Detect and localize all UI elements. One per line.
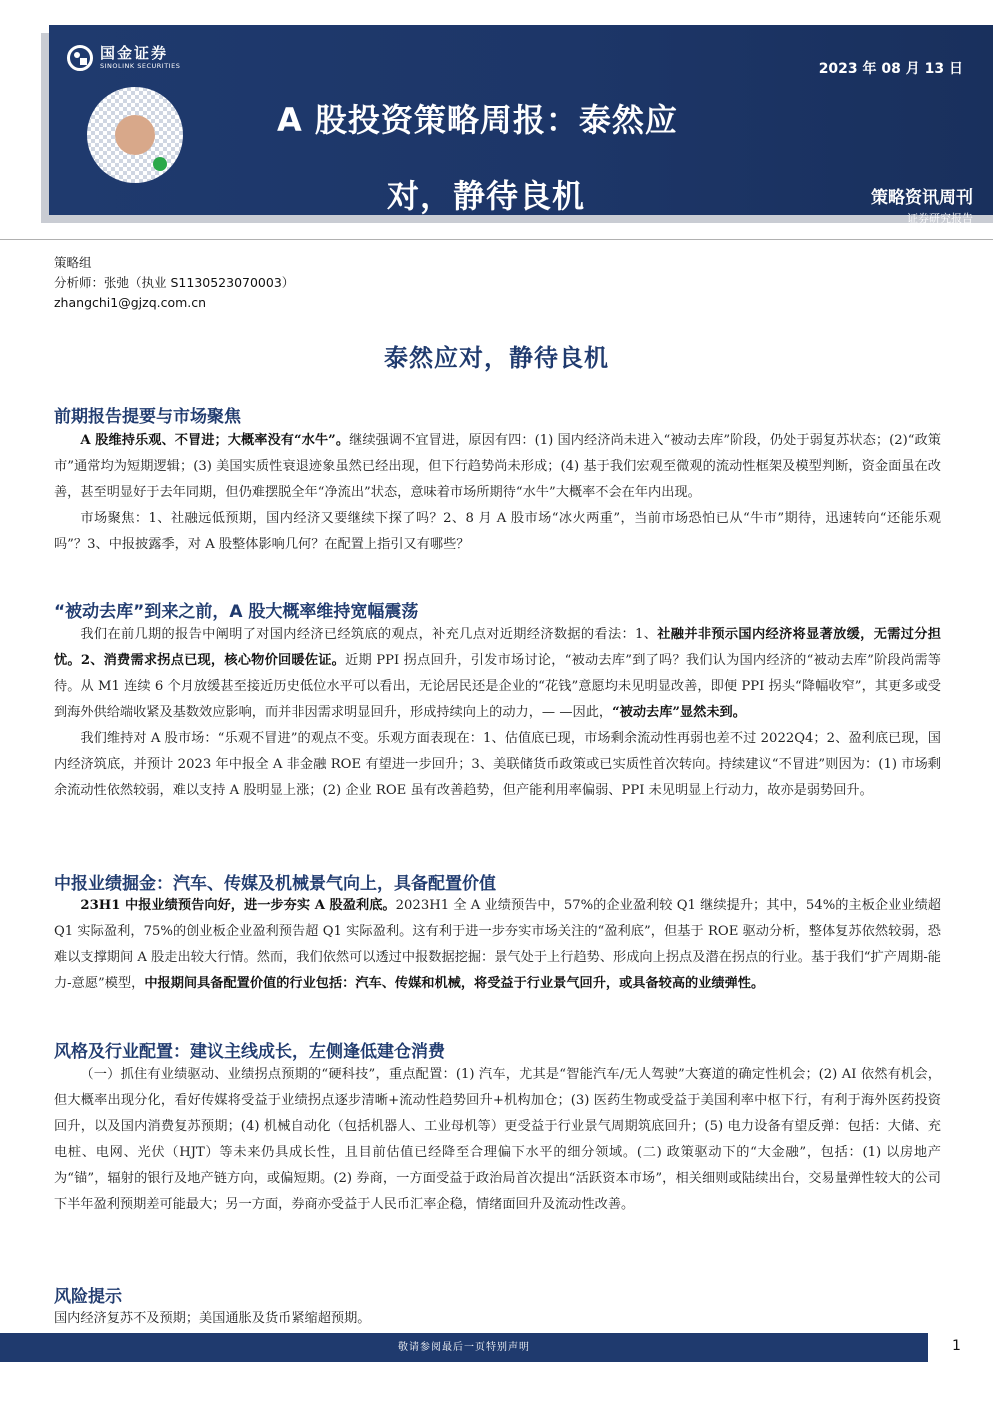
summary-text: 继续强调不宜冒进，原因有四：(1) 国内经济尚未进入“被动去库”阶段，仍处于弱复苏状态；(2)“政策市”通常均为短期逻辑；(3) 美国实质性衰退迹象虽然已经出现，但下行趋势尚未形成；(4) 基于我们宏观至微观的流动性框架及模型判断，资金面虽在改善，甚至明显好于去年同期，但仍难摆脱全年“净流出”状态，意味着市场所期待“水牛”大概率不会在年内出现。 [54,433,941,500]
header-banner [49,25,993,225]
inventory-key-point: 社融并非预示国内经济将显著放缓，无需过分担忧。2、消费需求拐点已现，核心物价回暖佐证。 [54,627,941,668]
logo-icon [67,45,93,71]
earnings-conclusion: 中报期间具备配置价值的行业包括：汽车、传媒和机械，将受益于行业景气回升，或具备较高的业绩弹性。 [144,976,765,991]
inventory-view-text: 我们维持对 A 股市场：“乐观不冒进”的观点不变。乐观方面表现在：1、估值底已现，市场剩余流动性再弱也差不过 2022Q4；2、盈利底已现，国内经济筑底，并预计 2023 年中报全 A 非金融 ROE 有望进一步回升；3、美联储货币政策或已实质性首次转向。持续建议“不冒进”则因为：(1) 市场剩余流动性依然较弱，难以支持 A 股明显上涨；(2) 企业 ROE 虽有改善趋势，但产能利用率偏弱、PPI 未见明显上行动力，故亦是弱势回升。 [54,731,941,798]
qr-center-logo [115,115,155,155]
section-body-summary [54,428,941,558]
summary-key-point: A 股维持乐观、不冒进；大概率没有“水牛”。 [80,433,350,448]
logo-name-en: SINOLINK SECURITIES [100,62,181,71]
inventory-text-a: 我们在前几期的报告中阐明了对国内经济已经筑底的观点，补充几点对近期经济数据的看法：1、 [80,627,658,642]
report-subtype: 证券研究报告 [907,212,973,225]
author-info [54,253,294,313]
inventory-text-c: 近期 PPI 拐点回升，引发市场讨论，“被动去库”到了吗？我们认为国内经济的“被动去库”阶段尚需等待。从 M1 连续 6 个月放缓甚至接近历史低位水平可以看出，无论居民还是企业的“花钱”意愿均未见明显改善，即便 PPI 拐头“降幅收窄”，其更多或受到海外供给端收紧及基数效应影响，而并非因需求明显回升，形成持续向上的动力，— —因此， [54,653,941,720]
section-body-earnings [54,893,941,997]
market-focus-text: 市场聚焦：1、社融远低预期，国内经济又要继续下探了吗？2、8 月 A 股市场“冰火两重”，当前市场恐怕已从“牛市”期待，迅速转向“还能乐观吗”？3、中报披露季，对 A 股整体影响几何？在配置上指引又有哪些？ [54,511,941,552]
risk-text: 国内经济复苏不及预期；美国通胀及货币紧缩超预期。 [54,1311,371,1326]
section-body-inventory [54,622,941,804]
team-name: 策略组 [54,255,92,270]
report-title-line1: A 股投资策略周报：泰然应 [277,101,678,139]
section-heading-risk: 风险提示 [54,1287,122,1307]
report-date: 2023 年 08 月 13 日 [818,61,963,77]
inventory-conclusion: “被动去库”显然未到。 [612,705,746,720]
analyst-name: 分析师：张弛（执业 S1130523070003） [54,275,295,290]
header-divider [0,239,993,240]
section-body-allocation [54,1062,941,1218]
section-body-risk [54,1306,941,1332]
section-heading-earnings: 中报业绩掘金：汽车、传媒及机械景气向上，具备配置价值 [54,874,496,894]
section-heading-inventory: “被动去库”到来之前，A 股大概率维持宽幅震荡 [54,602,419,622]
earnings-text: 2023H1 全 A 业绩预告中，57%的企业盈利较 Q1 继续提升；其中，54%的主板企业业绩超 Q1 实际盈利，75%的创业板企业盈利预告超 Q1 实际盈利。这有利于进一步夯实市场关注的“盈利底”，但基于 ROE 驱动分析，整体复苏依然较弱，恐难以支撑期间 A 股走出较大行情。然而，我们依然可以透过中报数据挖掘：景气处于上行趋势、形成向上拐点及潜在拐点的行业。基于我们“扩产周期-能力-意愿”模型， [54,898,941,991]
qr-code-icon [87,87,183,183]
report-type: 策略资讯周刊 [871,188,973,208]
main-title: 泰然应对，静待良机 [384,344,609,372]
page-number: 1 [952,1338,961,1354]
earnings-key-point: 23H1 中报业绩预告向好，进一步夯实 A 股盈利底。 [80,898,396,913]
wechat-miniprogram-icon [153,157,167,171]
company-logo [67,45,180,71]
allocation-text: （一）抓住有业绩驱动、业绩拐点预期的“硬科技”，重点配置：(1) 汽车，尤其是“智能汽车/无人驾驶”大赛道的确定性机会；(2) AI 依然有机会，但大概率出现分化，看好传媒将受益于业绩拐点逐步清晰+流动性趋势回升+机构加仓；(3) 医药生物或受益于美国利率中枢下行，有利于海外医药投资回升，以及国内消费复苏预期；(4) 机械自动化（包括机器人、工业母机等）更受益于行业景气周期筑底回升；(5) 电力设备有望反弹：包括：大储、充电桩、电网、光伏（HJT）等未来仍具成长性，且目前估值已经降至合理偏下水平的细分领域。(二) 政策驱动下的“大金融”，包括：(1) 以房地产为“锚”，辐射的银行及地产链方向，或偏短期。(2) 券商，一方面受益于政治局首次提出“活跃资本市场”，相关细则或陆续出台，交易量弹性较大的公司下半年盈利预期差可能最大；另一方面，券商亦受益于人民币汇率企稳，情绪面回升及流动性改善。 [54,1067,941,1212]
section-heading-allocation: 风格及行业配置：建议主线成长，左侧逢低建仓消费 [54,1042,445,1062]
report-title-line2: 对，静待良机 [387,177,586,215]
section-heading-summary: 前期报告提要与市场聚焦 [54,407,241,427]
logo-name-cn: 国金证券 [100,44,169,63]
analyst-email[interactable]: zhangchi1@gjzq.com.cn [54,295,207,310]
footer-notice: 敬请参阅最后一页特别声明 [0,1333,928,1362]
